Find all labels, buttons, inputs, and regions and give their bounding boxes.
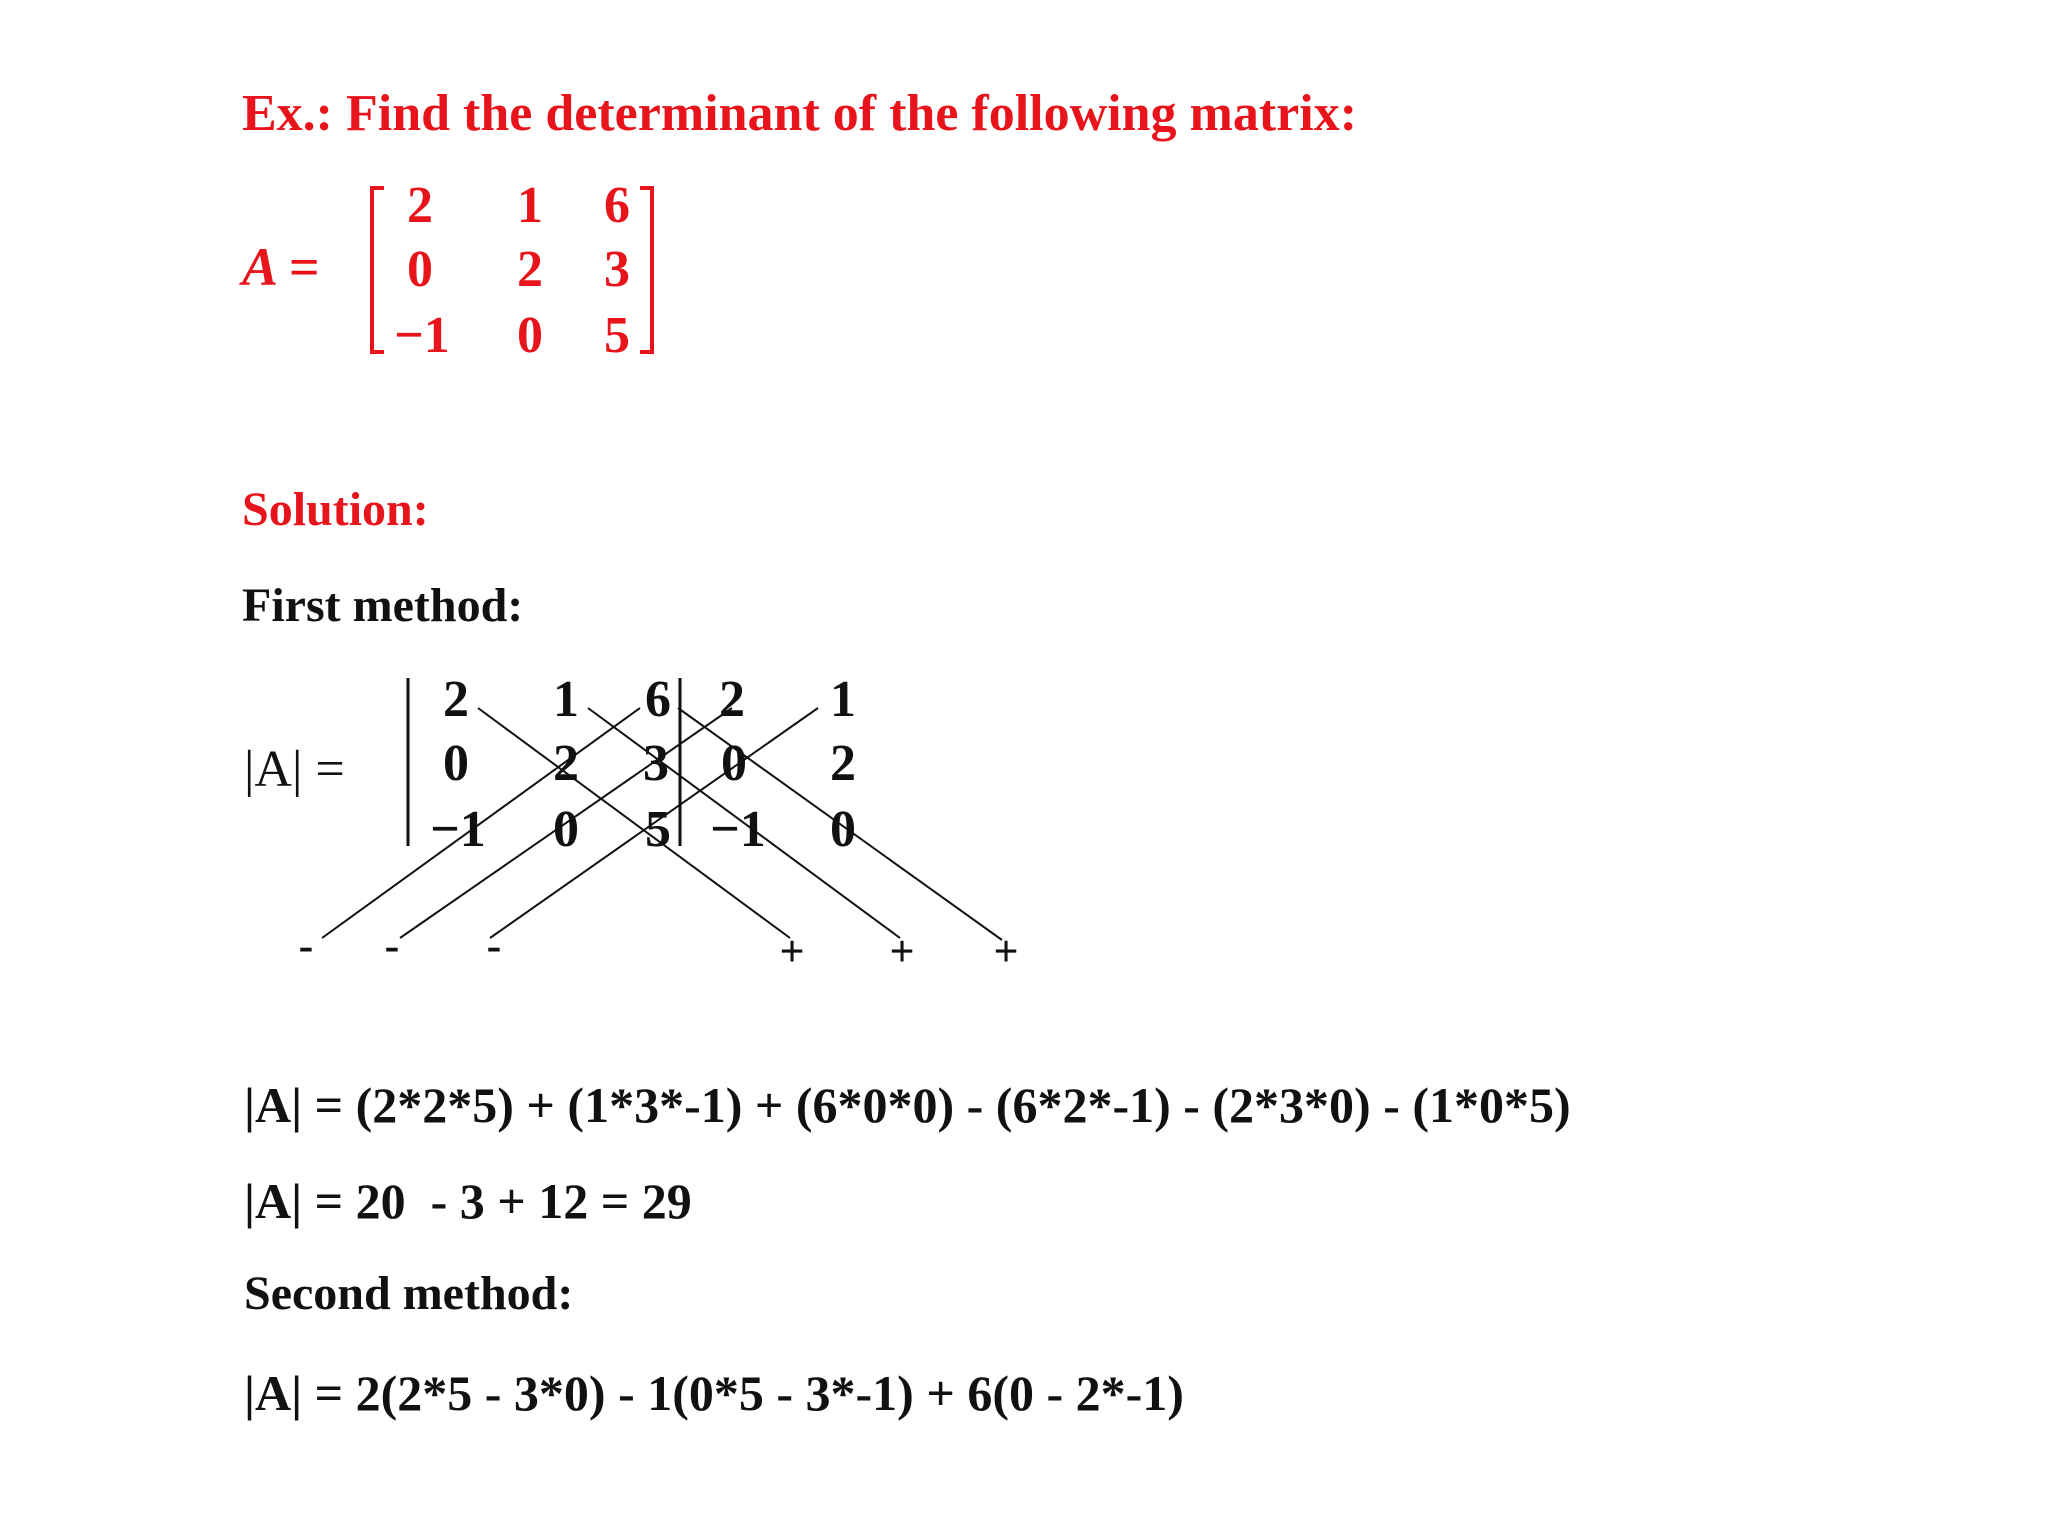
expansion-line: |A| = (2*2*5) + (1*3*-1) + (6*0*0) - (6*2*-1) - (2*3*0) - (1*0*5) [244,1077,1571,1133]
det-cell: −1 [430,801,486,858]
matrix-cell: 0 [517,307,543,364]
minus-signs [299,921,502,970]
plus-signs [779,927,1018,976]
matrix-cell: 6 [604,177,630,234]
det-cell: 0 [553,801,579,858]
matrix-cell: 5 [604,307,630,364]
second-method-heading: Second method: [244,1267,574,1320]
matrix-cell: 0 [407,241,433,298]
det-cell: 6 [645,671,671,728]
matrix-cell: 1 [517,177,543,234]
det-cell: 3 [643,735,669,792]
matrix-cell: 2 [517,241,543,298]
determinant-label: |A| = [244,741,345,798]
first-method-heading: First method: [242,579,524,632]
det-cell: 2 [553,735,579,792]
plus-sign: + [993,927,1019,976]
solution-heading: Solution: [242,483,429,536]
matrix-entries [394,177,630,364]
negative-diagonal-line [322,708,640,938]
matrix-cell: −1 [394,307,450,364]
det-cell: 0 [443,735,469,792]
det-cell: 0 [721,735,747,792]
matrix-right-bracket [640,188,652,352]
second-method-expansion: |A| = 2(2*5 - 3*0) - 1(0*5 - 3*-1) + 6(0 - 2*-1) [244,1365,1184,1421]
det-cell: 2 [830,735,856,792]
minus-sign: - [384,921,400,970]
matrix-label: A = [242,237,320,297]
det-cell: 2 [719,671,745,728]
det-cell: 0 [830,801,856,858]
matrix-cell: 2 [407,177,433,234]
det-cell: 2 [443,671,469,728]
plus-sign: + [779,927,805,976]
matrix-cell: 3 [604,241,630,298]
problem-title: Ex.: Find the determinant of the following matrix: [242,85,1358,142]
det-cell: 5 [645,801,671,858]
det-cell: 1 [553,671,579,728]
result-line: |A| = 20 - 3 + 12 = 29 [244,1173,692,1229]
plus-sign: + [889,927,915,976]
minus-sign: - [486,921,502,970]
det-cell: −1 [710,801,766,858]
matrix-left-bracket [372,188,384,352]
minus-sign: - [298,921,314,970]
det-cell: 1 [830,671,856,728]
